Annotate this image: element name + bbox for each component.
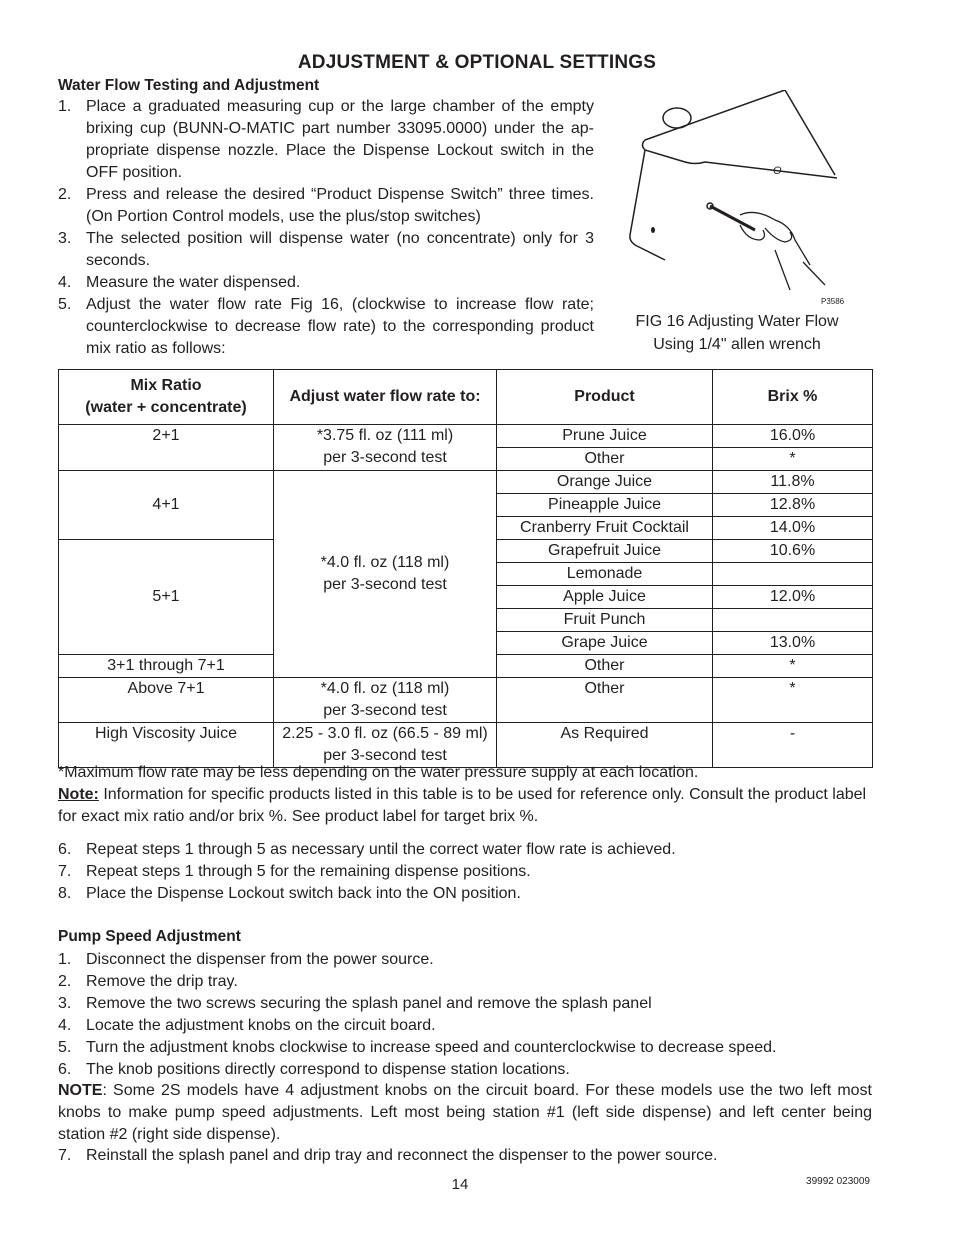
table-row: Apple Juice 12.0% xyxy=(59,586,873,609)
mix-ratio-table xyxy=(58,369,873,768)
figure-code: P3586 xyxy=(821,297,845,305)
pump-speed-note: NOTE: Some 2S models have 4 adjustment knobs on the circuit board. For these models use the two left most knobs to make pump speed adjustments. Left most being station #1 (left side dispense) and left center being station #2 (right side dispense). xyxy=(58,1082,872,1143)
pump-speed-steps xyxy=(58,949,872,1081)
list-item: 4. Measure the water dispensed. xyxy=(58,274,301,291)
water-flow-heading: Water Flow Testing and Adjustment xyxy=(58,77,320,94)
water-flow-steps xyxy=(58,96,594,360)
list-item: 6. Repeat steps 1 through 5 as necessary until the correct water flow rate is achieved. xyxy=(58,841,676,858)
table-row: Fruit Punch xyxy=(59,609,873,632)
figure-mark: O xyxy=(773,165,782,177)
table-row: Cranberry Fruit Cocktail 14.0% xyxy=(59,517,873,540)
table-row: 2+1 *3.75 fl. oz (111 ml) per 3-second test Prune Juice 16.0% xyxy=(59,425,873,448)
list-item: 6. The knob positions directly correspond to dispense station locations. xyxy=(58,1061,570,1078)
list-item: 5. Adjust the water flow rate Fig 16, (clockwise to increase flow rate; counterclockwise to decrease flow rate) to the corresponding product mix ratio as follows: xyxy=(58,296,594,357)
table-header-row xyxy=(59,370,873,425)
table-row: Other * xyxy=(59,448,873,471)
list-item: 4. Locate the adjustment knobs on the circuit board. xyxy=(58,1017,436,1034)
table-row: High Viscosity Juice 2.25 - 3.0 fl. oz (66.5 - 89 ml) per 3-second test As Required - xyxy=(59,723,873,768)
table-row: 4+1 *4.0 fl. oz (118 ml) per 3-second test Orange Juice 11.8% xyxy=(59,471,873,494)
list-item: 3. Remove the two screws securing the splash panel and remove the splash panel xyxy=(58,995,652,1012)
list-item: 5. Turn the adjustment knobs clockwise to increase speed and counterclockwise to decrease speed. xyxy=(58,1039,777,1056)
page-title: ADJUSTMENT & OPTIONAL SETTINGS xyxy=(297,52,657,73)
table-row: 5+1 Grapefruit Juice 10.6% xyxy=(59,540,873,563)
list-item: 2. Remove the drip tray. xyxy=(58,973,238,990)
allen-wrench-illustration xyxy=(625,90,850,305)
list-item: 8. Place the Dispense Lockout switch back into the ON position. xyxy=(58,885,521,902)
figure-caption: FIG 16 Adjusting Water Flow Using 1/4" allen wrench xyxy=(635,313,839,353)
pump-speed-heading: Pump Speed Adjustment xyxy=(58,928,241,945)
list-item: 7. Reinstall the splash panel and drip tray and reconnect the dispenser to the power source. xyxy=(58,1147,718,1164)
list-item: 2. Press and release the desired “Product Dispense Switch” three times. (On Portion Control models, use the plus/stop switches) xyxy=(58,186,594,225)
repeat-steps xyxy=(58,839,872,905)
list-item: 1. Place a graduated measuring cup or the large chamber of the empty brixing cup (BUNN-O-MATIC part number 33095.0000) under the ap-propriate dispense nozzle. Place the Dispense Lockout switch in the OFF position. xyxy=(58,98,594,181)
pump-speed-final-step xyxy=(58,1145,872,1167)
document-code: 39992 023009 xyxy=(806,1176,870,1187)
list-item: 1. Disconnect the dispenser from the power source. xyxy=(58,951,434,968)
table-row: Above 7+1 *4.0 fl. oz (118 ml) per 3-second test Other * xyxy=(59,678,873,723)
table-row: 3+1 through 7+1 Other * xyxy=(59,655,873,678)
list-item: 3. The selected position will dispense water (no concentrate) only for 3 seconds. xyxy=(58,230,594,269)
table-note: Note: Information for specific products listed in this table is to be used for reference only. Consult the product label for exact mix ratio and/or brix %. See product label for target brix %. xyxy=(58,786,867,825)
page-number: 14 xyxy=(451,1176,469,1193)
header-brix: Brix % xyxy=(713,370,873,425)
table-row: Grape Juice 13.0% xyxy=(59,632,873,655)
header-mix-ratio: Mix Ratio (water + concentrate) xyxy=(59,370,274,425)
header-flow-rate: Adjust water flow rate to: xyxy=(274,370,497,425)
table-footnote: *Maximum flow rate may be less depending on the water pressure supply at each location. xyxy=(58,764,699,781)
table-row: Lemonade xyxy=(59,563,873,586)
list-item: 7. Repeat steps 1 through 5 for the remaining dispense positions. xyxy=(58,863,531,880)
table-row: Pineapple Juice 12.8% xyxy=(59,494,873,517)
header-product: Product xyxy=(497,370,713,425)
